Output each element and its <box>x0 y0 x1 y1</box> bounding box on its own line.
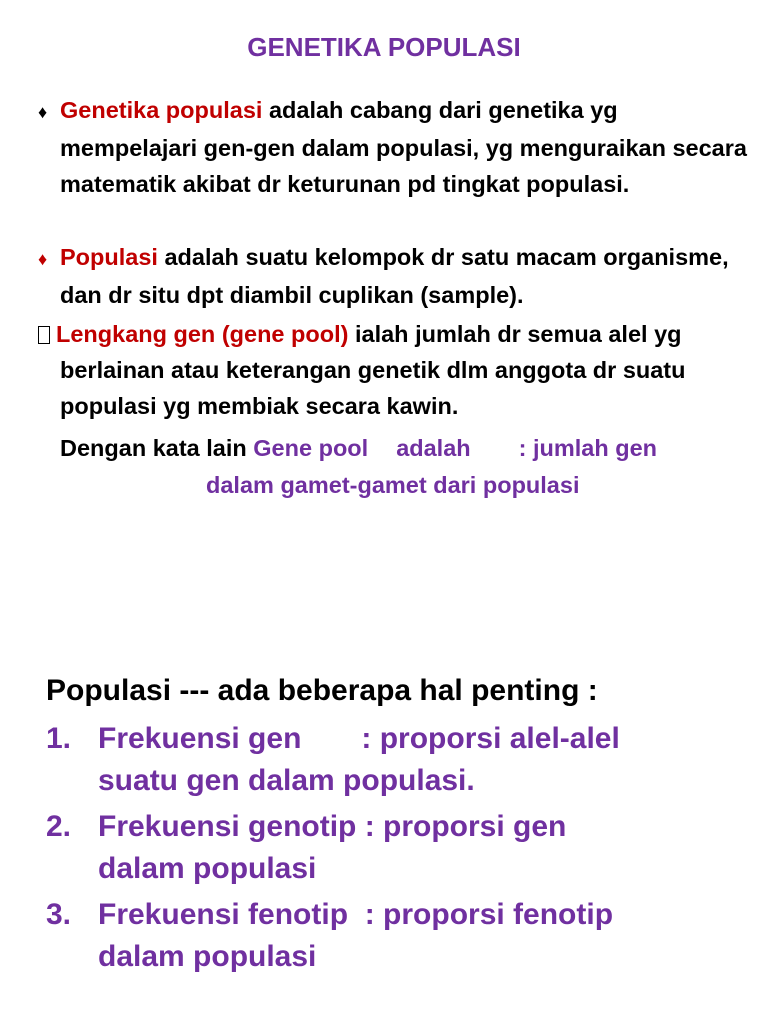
term-gene-pool: Gene pool <box>253 435 369 461</box>
term-genetika-populasi: Genetika populasi <box>60 97 263 123</box>
gene-pool-definition-end: dalam gamet-gamet dari populasi <box>206 472 580 498</box>
list-item-frekuensi-gen <box>46 718 746 802</box>
term-populasi: Populasi <box>60 244 158 270</box>
bullet-genetika-populasi <box>38 92 760 202</box>
verb-adalah: adalah <box>396 435 471 461</box>
term-lengkang-gen: Lengkang gen (gene pool) <box>56 321 349 347</box>
slide-heading: Populasi --- ada beberapa hal penting : <box>46 674 598 707</box>
gene-pool-definition-start: : jumlah gen <box>518 435 658 461</box>
box-bullet-icon <box>38 326 50 344</box>
slide-hal-penting <box>0 600 768 1024</box>
definition-lengkang-gen: ialah jumlah dr semua alel yg berlainan atau keterangan genetik dlm anggota dr suatu populasi yg membiak secara kawin. <box>60 321 686 419</box>
bullet-lengkang-gen <box>38 316 760 424</box>
item-definition-start: : proporsi alel-alel <box>361 722 620 755</box>
list-item-frekuensi-genotip <box>46 806 746 890</box>
item-number: 1. <box>46 722 72 755</box>
item-definition-end: dalam populasi <box>98 940 317 973</box>
item-definition-start: : proporsi fenotip <box>348 898 614 931</box>
item-number: 3. <box>46 898 72 931</box>
item-definition-start: : proporsi gen <box>356 810 567 843</box>
diamond-bullet-icon: ♦ <box>38 249 48 269</box>
item-term: Frekuensi gen <box>98 722 302 755</box>
item-term: Frekuensi fenotip <box>98 898 349 931</box>
bullet-populasi <box>38 239 760 313</box>
item-number: 2. <box>46 810 72 843</box>
definition-populasi: adalah suatu kelompok dr satu macam organisme, dan dr situ dpt diambil cuplikan (sample). <box>60 244 729 308</box>
diamond-bullet-icon: ♦ <box>38 102 48 122</box>
item-term: Frekuensi genotip <box>98 810 357 843</box>
item-definition-end: dalam populasi <box>98 852 317 885</box>
other-words-lead: Dengan kata lain <box>60 435 254 461</box>
other-words-line <box>60 430 750 467</box>
list-item-frekuensi-fenotip <box>46 894 746 978</box>
item-definition-end: suatu gen dalam populasi. <box>98 764 475 797</box>
definition-genetika-populasi: adalah cabang dari genetika yg mempelajari gen-gen dalam populasi, yg menguraikan secara matematik akibat dr keturunan pd tingkat populasi. <box>60 97 747 197</box>
slide-title: GENETIKA POPULASI <box>247 32 521 62</box>
